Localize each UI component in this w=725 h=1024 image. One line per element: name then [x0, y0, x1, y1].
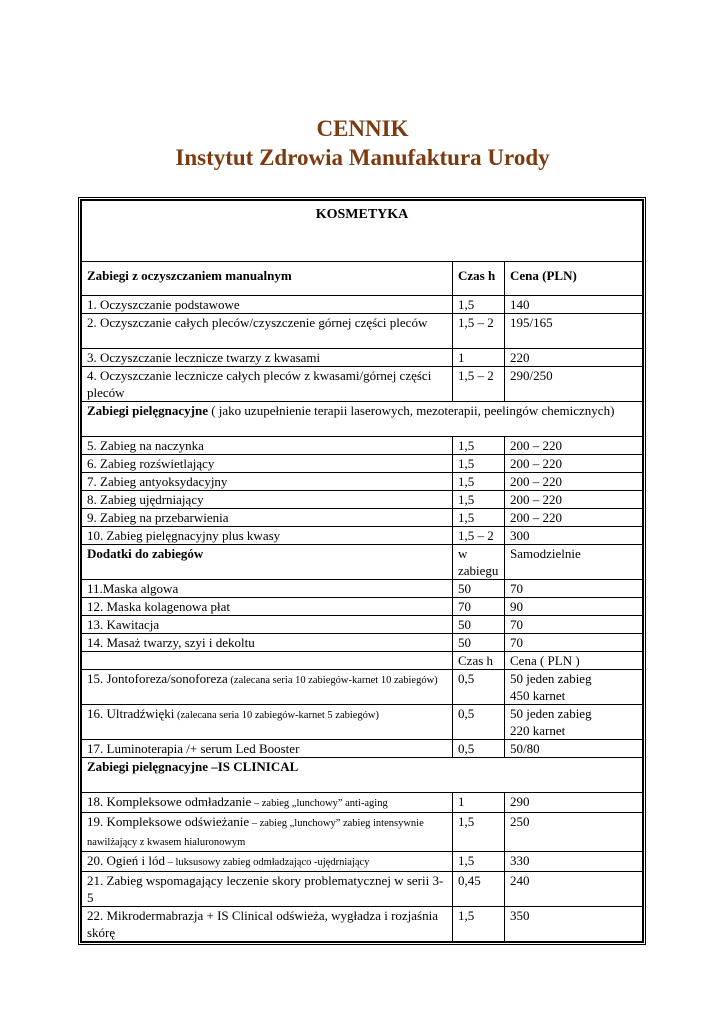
- service-time: 0,5: [458, 671, 475, 686]
- service-name: 21. Zabieg wspomagający leczenie skory problematycznej w serii 3-5: [87, 873, 444, 905]
- service-price: 290/250: [510, 368, 553, 383]
- service-name: Dodatki do zabiegów: [87, 546, 204, 561]
- table-row: [82, 758, 643, 793]
- service-time: 1,5: [458, 908, 475, 923]
- service-price: 70: [510, 635, 523, 650]
- service-price: 90: [510, 599, 523, 614]
- table-row: [82, 527, 643, 545]
- service-cell: [82, 652, 453, 670]
- table-row: [82, 740, 643, 758]
- service-cell: [82, 670, 453, 705]
- service-name: 20. Ogień i lód: [87, 853, 165, 868]
- service-time: 1,5: [458, 474, 475, 489]
- price-cell: [505, 314, 643, 349]
- service-cell: [82, 296, 453, 314]
- time-cell: [453, 705, 505, 740]
- service-cell: [82, 813, 453, 852]
- time-cell: [453, 872, 505, 907]
- service-time: 1,5: [458, 814, 475, 829]
- table-row: [82, 852, 643, 872]
- service-time: 1,5 – 2: [458, 528, 494, 543]
- service-cell: [82, 907, 453, 942]
- price-cell: [505, 509, 643, 527]
- service-cell: [82, 793, 453, 813]
- service-time: 1,5: [458, 492, 475, 507]
- table-row: [82, 314, 643, 349]
- service-name: 1. Oczyszczanie podstawowe: [87, 297, 240, 312]
- service-time: Czas h: [458, 653, 494, 668]
- table-row: [82, 349, 643, 367]
- service-time: 0,45: [458, 873, 481, 888]
- service-time: 1,5: [458, 853, 475, 868]
- service-name: 2. Oczyszczanie całych pleców/czyszczenie górnej części pleców: [87, 315, 428, 330]
- service-time: 1,5: [458, 438, 475, 453]
- table-row: [82, 491, 643, 509]
- service-price: 330: [510, 853, 530, 868]
- group-heading-note: ( jako uzupełnienie terapii laserowych, mezoterapii, peelingów chemicznych): [207, 403, 615, 418]
- service-price: 70: [510, 617, 523, 632]
- table-row: [82, 907, 643, 942]
- service-price: 240: [510, 873, 530, 888]
- service-note: – zabieg „lunchowy” anti-aging: [251, 798, 388, 809]
- service-cell: [82, 634, 453, 652]
- table-row: [82, 455, 643, 473]
- table-row: [82, 634, 643, 652]
- table-row: [82, 670, 643, 705]
- table-row: [82, 509, 643, 527]
- service-name: 10. Zabieg pielęgnacyjny plus kwasy: [87, 528, 281, 543]
- service-cell: [82, 580, 453, 598]
- time-cell: [453, 907, 505, 942]
- time-cell: [453, 580, 505, 598]
- service-name: 8. Zabieg ujędrniający: [87, 492, 204, 507]
- time-cell: [453, 349, 505, 367]
- service-time: 1,5 – 2: [458, 368, 494, 383]
- service-time: 0,5: [458, 741, 475, 756]
- table-row: [82, 437, 643, 455]
- service-name: 6. Zabieg rozświetlający: [87, 456, 215, 471]
- table-row: [82, 367, 643, 402]
- service-cell: [82, 705, 453, 740]
- service-price: Cena ( PLN ): [510, 653, 580, 668]
- price-cell: [505, 872, 643, 907]
- time-cell: [453, 793, 505, 813]
- table-row: [82, 545, 643, 580]
- price-table-frame: [78, 197, 646, 945]
- price-cell: [505, 580, 643, 598]
- service-cell: [82, 367, 453, 402]
- service-price: 350: [510, 908, 530, 923]
- service-note: – zabieg „lunchowy” zabieg intensywnie nawilżający z kwasem hialuronowym: [87, 818, 424, 848]
- table-row: [82, 793, 643, 813]
- service-time: 70: [458, 599, 471, 614]
- price-cell: [505, 740, 643, 758]
- service-time: 1: [458, 350, 465, 365]
- service-cell: [82, 527, 453, 545]
- price-cell: [505, 907, 643, 942]
- price-cell: [505, 705, 643, 740]
- table-row: [82, 598, 643, 616]
- service-cell: [82, 437, 453, 455]
- service-cell: [82, 455, 453, 473]
- time-cell: [453, 367, 505, 402]
- service-note: (zalecana seria 10 zabiegów-karnet 5 zabiegów): [174, 710, 380, 721]
- time-cell: [453, 652, 505, 670]
- group-heading-cell: [82, 402, 643, 437]
- service-cell: [82, 349, 453, 367]
- time-cell: [453, 455, 505, 473]
- time-cell: [453, 527, 505, 545]
- price-cell: [505, 437, 643, 455]
- price-cell: [505, 852, 643, 872]
- time-cell: [453, 740, 505, 758]
- price-cell: [505, 598, 643, 616]
- service-price: Samodzielnie: [510, 546, 581, 561]
- table-row: [82, 652, 643, 670]
- service-time: 1: [458, 794, 465, 809]
- service-name: 3. Oczyszczanie lecznicze twarzy z kwasami: [87, 350, 321, 365]
- service-cell: [82, 262, 453, 296]
- service-name: 12. Maska kolagenowa płat: [87, 599, 230, 614]
- time-cell: [453, 545, 505, 580]
- service-price: 195/165: [510, 315, 553, 330]
- service-cell: [82, 740, 453, 758]
- service-time: 50: [458, 581, 471, 596]
- price-cell: [505, 616, 643, 634]
- time-cell: [453, 670, 505, 705]
- service-cell: [82, 872, 453, 907]
- service-note: (zalecana seria 10 zabiegów-karnet 10 zabiegów): [227, 675, 438, 686]
- service-name: 9. Zabieg na przebarwienia: [87, 510, 229, 525]
- service-time: 0,5: [458, 706, 475, 721]
- service-price: 290: [510, 794, 530, 809]
- service-name: Zabiegi z oczyszczaniem manualnym: [87, 268, 292, 283]
- price-cell: [505, 262, 643, 296]
- table-row: [82, 705, 643, 740]
- time-cell: [453, 491, 505, 509]
- time-cell: [453, 852, 505, 872]
- price-cell: [505, 670, 643, 705]
- service-name: 16. Ultradźwięki: [87, 706, 175, 721]
- service-time: 50: [458, 635, 471, 650]
- service-time: 1,5: [458, 510, 475, 525]
- table-row: [82, 813, 643, 852]
- service-price: 200 – 220: [510, 510, 562, 525]
- service-name: 14. Masaż twarzy, szyi i dekoltu: [87, 635, 255, 650]
- table-row: [82, 262, 643, 296]
- table-row: [82, 473, 643, 491]
- price-cell: [505, 793, 643, 813]
- service-name: 11.Maska algowa: [87, 581, 179, 596]
- table-row: [82, 402, 643, 437]
- service-note: – luksusowy zabieg odmładzająco -ujędrniający: [165, 857, 370, 868]
- service-time: 1,5: [458, 297, 475, 312]
- service-cell: [82, 491, 453, 509]
- time-cell: [453, 437, 505, 455]
- service-name: 18. Kompleksowe odmładzanie: [87, 794, 252, 809]
- service-price: 250: [510, 814, 530, 829]
- service-price: Cena (PLN): [510, 268, 577, 283]
- service-price: 200 – 220: [510, 456, 562, 471]
- page-title: CENNIK: [316, 116, 409, 141]
- price-table: [81, 200, 643, 942]
- group-heading: Zabiegi pielęgnacyjne: [87, 403, 208, 418]
- service-time: 1,5 – 2: [458, 315, 494, 330]
- service-cell: [82, 598, 453, 616]
- group-heading: Zabiegi pielęgnacyjne –IS CLINICAL: [87, 759, 299, 774]
- time-cell: [453, 314, 505, 349]
- service-name: 4. Oczyszczanie lecznicze całych pleców z kwasami/górnej części pleców: [87, 368, 432, 400]
- time-cell: [453, 262, 505, 296]
- service-name: 17. Luminoterapia /+ serum Led Booster: [87, 741, 300, 756]
- time-cell: [453, 509, 505, 527]
- service-price: 200 – 220: [510, 474, 562, 489]
- service-cell: [82, 314, 453, 349]
- section-title: KOSMETYKA: [82, 201, 643, 262]
- service-price: 50 jeden zabieg 450 karnet: [510, 671, 592, 703]
- service-cell: [82, 473, 453, 491]
- table-row: [82, 296, 643, 314]
- price-cell: [505, 527, 643, 545]
- price-cell: [505, 455, 643, 473]
- price-cell: [505, 349, 643, 367]
- service-price: 70: [510, 581, 523, 596]
- service-time: Czas h: [458, 268, 496, 283]
- table-row: [82, 580, 643, 598]
- service-name: 5. Zabieg na naczynka: [87, 438, 204, 453]
- price-cell: [505, 545, 643, 580]
- price-cell: [505, 473, 643, 491]
- time-cell: [453, 634, 505, 652]
- service-price: 300: [510, 528, 530, 543]
- price-cell: [505, 491, 643, 509]
- price-cell: [505, 652, 643, 670]
- service-time: 50: [458, 617, 471, 632]
- section-header-row: [82, 201, 643, 262]
- service-name: 7. Zabieg antyoksydacyjny: [87, 474, 228, 489]
- service-price: 50/80: [510, 741, 540, 756]
- table-row: [82, 872, 643, 907]
- time-cell: [453, 616, 505, 634]
- time-cell: [453, 598, 505, 616]
- price-cell: [505, 813, 643, 852]
- service-price: 200 – 220: [510, 438, 562, 453]
- service-name: 22. Mikrodermabrazja + IS Clinical odświeża, wygładza i rozjaśnia skórę: [87, 908, 438, 940]
- service-time: 1,5: [458, 456, 475, 471]
- price-cell: [505, 367, 643, 402]
- service-time: w zabiegu: [458, 546, 499, 578]
- time-cell: [453, 813, 505, 852]
- time-cell: [453, 296, 505, 314]
- service-cell: [82, 852, 453, 872]
- service-price: 200 – 220: [510, 492, 562, 507]
- group-heading-cell: [82, 758, 643, 793]
- service-name: 19. Kompleksowe odświeżanie: [87, 814, 250, 829]
- service-name: 15. Jontoforeza/sonoforeza: [87, 671, 228, 686]
- service-price: 50 jeden zabieg 220 karnet: [510, 706, 592, 738]
- service-cell: [82, 509, 453, 527]
- service-name: 13. Kawitacja: [87, 617, 160, 632]
- table-row: [82, 616, 643, 634]
- service-price: 220: [510, 350, 530, 365]
- price-cell: [505, 296, 643, 314]
- service-cell: [82, 616, 453, 634]
- time-cell: [453, 473, 505, 491]
- price-cell: [505, 634, 643, 652]
- service-price: 140: [510, 297, 530, 312]
- service-cell: [82, 545, 453, 580]
- page-subtitle: Instytut Zdrowia Manufaktura Urody: [175, 145, 550, 170]
